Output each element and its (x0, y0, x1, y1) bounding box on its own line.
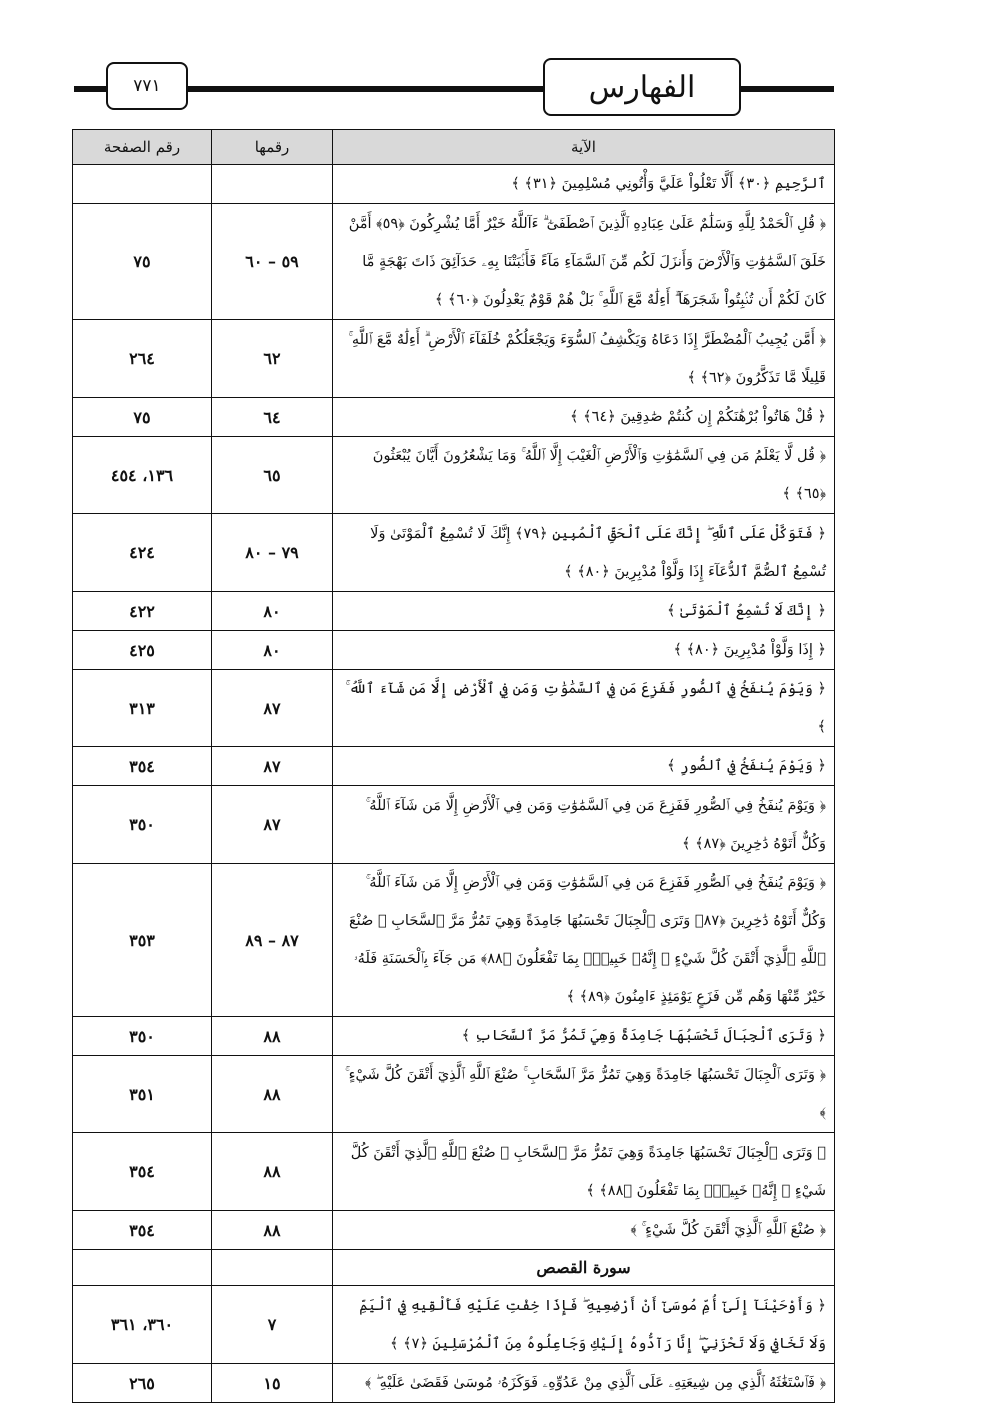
page-number-cell: ٣٥١ (73, 1056, 212, 1133)
table-row (73, 204, 835, 320)
ayah-cell: ﴿ وَيَوْمَ يُنفَخُ فِي ٱلصُّورِ فَفَزِعَ مَن فِي ٱلسَّمَٰوَٰتِ وَمَن فِي ٱلْأَرْضِ إِلَّا مَن شَآءَ ٱللَّهُ ۚ وَكُلٌّ أَتَوْهُ دَٰخِرِينَ ﴿٨٧﴾ ﴾ (333, 786, 835, 864)
ayah-cell: ﴿ وَيَوْمَ يُنفَخُ فِي ٱلصُّورِ فَفَزِعَ مَن فِي ٱلسَّمَٰوَٰتِ وَمَن فِي ٱلْأَرْضِ إِلَّا مَن شَآءَ ٱللَّهُ ۚ وَكُلٌّ أَتَوْهُ دَٰخِرِينَ ﴿٨٧﴾ وَتَرَى ٱلْجِبَالَ تَحْسَبُهَا جَامِدَةً وَهِيَ تَمُرُّ مَرَّ ٱلسَّحَابِ ۚ صُنْعَ ٱللَّهِ ٱلَّذِيٓ أَتْقَنَ كُلَّ شَيْءٍ ۚ إِنَّهُۥ خَبِيرٌۢ بِمَا تَفْعَلُونَ ﴿٨٨﴾ مَن جَآءَ بِٱلْحَسَنَةِ فَلَهُۥ خَيْرٌ مِّنْهَا وَهُم مِّن فَزَعٍ يَوْمَئِذٍ ءَامِنُونَ ﴿٨٩﴾ ﴾ (333, 864, 835, 1017)
page-number: ٧٧١ (106, 62, 188, 110)
page-number-cell: ١٣٦، ٤٥٤ (73, 437, 212, 514)
page-title: الفهارس (543, 58, 741, 116)
page-number-cell: ٣٥٤ (73, 1133, 212, 1211)
table-body (73, 165, 835, 1403)
page-number-cell: ٤٢٢ (73, 592, 212, 631)
ayah-number-cell: ٥٩ – ٦٠ (212, 204, 333, 320)
ayah-cell: ﴿ قُل لَّا يَعْلَمُ مَن فِي ٱلسَّمَٰوَٰتِ وَٱلْأَرْضِ ٱلْغَيْبَ إِلَّا ٱللَّهُ ۚ وَمَا يَشْعُرُونَ أَيَّانَ يُبْعَثُونَ ﴿٦٥﴾ ﴾ (333, 437, 835, 514)
ayah-cell: ﴿ وَيَوْمَ يُنفَخُ فِي ٱلصُّورِ فَفَزِعَ مَن فِي ٱلسَّمَٰوَٰتِ وَمَن فِي ٱلْأَرْضِ إِلَّا مَن شَآءَ ٱللَّهُ ۚ ﴾ (333, 670, 835, 747)
page-number-cell: ٣٥٤ (73, 1211, 212, 1250)
ayah-cell: ﴿ قُلِ ٱلْحَمْدُ لِلَّهِ وَسَلَٰمٌ عَلَىٰ عِبَادِهِ ٱلَّذِينَ ٱصْطَفَىٰٓ ۗ ءَآللَّهُ خَيْرٌ أَمَّا يُشْرِكُونَ ﴿٥٩﴾ أَمَّنْ خَلَقَ ٱلسَّمَٰوَٰتِ وَٱلْأَرْضَ وَأَنزَلَ لَكُم مِّنَ ٱلسَّمَآءِ مَآءً فَأَنۢبَتْنَا بِهِۦ حَدَآئِقَ ذَاتَ بَهْجَةٍ مَّا كَانَ لَكُمْ أَن تُنۢبِتُواْ شَجَرَهَآ ۗ أَءِلَٰهٌ مَّعَ ٱللَّهِ ۚ بَلْ هُمْ قَوْمٌ يَعْدِلُونَ ﴿٦٠﴾ ﴾ (333, 204, 835, 320)
table-row (73, 514, 835, 592)
page-number-cell: ٣٥٣ (73, 864, 212, 1017)
ayah-cell: ﴿ قُلْ هَاتُواْ بُرْهَٰنَكُمْ إِن كُنتُمْ صَٰدِقِينَ ﴿٦٤﴾ ﴾ (333, 398, 835, 437)
table-row (73, 1364, 835, 1403)
page-number-cell (73, 165, 212, 204)
ayah-number-cell: ٦٥ (212, 437, 333, 514)
ayah-number-cell: ٨٨ (212, 1017, 333, 1056)
table-row (73, 1286, 835, 1364)
ayah-cell: ﴿ فَٱسْتَغَٰثَهُ ٱلَّذِي مِن شِيعَتِهِۦ عَلَى ٱلَّذِي مِنْ عَدُوِّهِۦ فَوَكَزَهُۥ مُوسَىٰ فَقَضَىٰ عَلَيْهِ ۖ ﴾ (333, 1364, 835, 1403)
ayah-cell: ﴿ وَأَوْحَيْنَآ إِلَىٰٓ أُمِّ مُوسَىٰٓ أَنْ أَرْضِعِيهِ ۖ فَإِذَا خِفْتِ عَلَيْهِ فَأَلْقِيهِ فِي ٱلْيَمِّ وَلَا تَخَافِي وَلَا تَحْزَنِيٓ ۖ إِنَّا رَآدُّوهُ إِلَيْكِ وَجَاعِلُوهُ مِنَ ٱلْمُرْسَلِينَ ﴿٧﴾ ﴾ (333, 1286, 835, 1364)
page-number-cell: ٤٢٥ (73, 631, 212, 670)
table-row (73, 864, 835, 1017)
column-header-ayah: الآية (333, 130, 835, 165)
ayah-cell: ﴿ إِذَا وَلَّوْاْ مُدْبِرِينَ ﴿٨٠﴾ ﴾ (333, 631, 835, 670)
ayah-number-cell: ٨٧ – ٨٩ (212, 864, 333, 1017)
table-row (73, 631, 835, 670)
ayah-number-cell: ٨٧ (212, 747, 333, 786)
page-number-cell: ٢٦٤ (73, 320, 212, 398)
ayah-number-cell: ٨٠ (212, 592, 333, 631)
table-row (73, 398, 835, 437)
ayah-cell: ﴿ وَيَوْمَ يُنفَخُ فِي ٱلصُّورِ ﴾ (333, 747, 835, 786)
table-row (73, 592, 835, 631)
ayah-cell: ﴿ وَتَرَى ٱلْجِبَالَ تَحْسَبُهَا جَامِدَةً وَهِيَ تَمُرُّ مَرَّ ٱلسَّحَابِ ۚ صُنْعَ ٱللَّهِ ٱلَّذِيٓ أَتْقَنَ كُلَّ شَيْءٍ ۚ ﴾ (333, 1056, 835, 1133)
ayah-cell: ﴿ فَتَوَكَّلْ عَلَى ٱللَّهِ ۖ إِنَّكَ عَلَى ٱلْحَقِّ ٱلْمُبِينِ ﴿٧٩﴾ إِنَّكَ لَا تُسْمِعُ ٱلْمَوْتَىٰ وَلَا تُسْمِعُ ٱلصُّمَّ ٱلدُّعَآءَ إِذَا وَلَّوْاْ مُدْبِرِينَ ﴿٨٠﴾ ﴾ (333, 514, 835, 592)
column-header-page: رقم الصفحة (73, 130, 212, 165)
ayah-number-cell: ٧٩ – ٨٠ (212, 514, 333, 592)
ayah-number-cell: ٨٠ (212, 631, 333, 670)
table-row (73, 1211, 835, 1250)
page-number-cell: ٧٥ (73, 398, 212, 437)
column-header-number: رقمها (212, 130, 333, 165)
table-header-row (73, 130, 835, 165)
ayah-number-cell: ٦٢ (212, 320, 333, 398)
table-row (73, 1056, 835, 1133)
ayah-cell: ﴿ وَتَرَى ٱلْجِبَالَ تَحْسَبُهَا جَامِدَةً وَهِيَ تَمُرُّ مَرَّ ٱلسَّحَابِ ۚ صُنْعَ ٱللَّهِ ٱلَّذِيٓ أَتْقَنَ كُلَّ شَيْءٍ ۚ إِنَّهُۥ خَبِيرٌۢ بِمَا تَفْعَلُونَ ﴿٨٨﴾ ﴾ (333, 1133, 835, 1211)
ayah-number-cell: ٦٤ (212, 398, 333, 437)
table-row (73, 1250, 835, 1286)
table-row (73, 747, 835, 786)
ayah-number-cell (212, 1250, 333, 1286)
ayah-number-cell: ٨٧ (212, 786, 333, 864)
page-number-cell: ٣٥٠ (73, 1017, 212, 1056)
surah-heading: سورة القصص (333, 1250, 835, 1286)
page-number-cell: ٧٥ (73, 204, 212, 320)
ayah-cell: ﴿ صُنْعَ ٱللَّهِ ٱلَّذِيٓ أَتْقَنَ كُلَّ شَيْءٍ ۚ ﴾ (333, 1211, 835, 1250)
table-row (73, 786, 835, 864)
ayah-number-cell: ٧ (212, 1286, 333, 1364)
page-number-cell (73, 1250, 212, 1286)
ayah-number-cell: ١٥ (212, 1364, 333, 1403)
ayah-cell: ﴿ أَمَّن يُجِيبُ ٱلْمُضْطَرَّ إِذَا دَعَاهُ وَيَكْشِفُ ٱلسُّوٓءَ وَيَجْعَلُكُمْ خُلَفَآءَ ٱلْأَرْضِ ۗ أَءِلَٰهٌ مَّعَ ٱللَّهِ ۚ قَلِيلًا مَّا تَذَكَّرُونَ ﴿٦٢﴾ ﴾ (333, 320, 835, 398)
table-row (73, 165, 835, 204)
ayah-number-cell: ٨٨ (212, 1056, 333, 1133)
ayah-number-cell: ٨٧ (212, 670, 333, 747)
table-row (73, 1133, 835, 1211)
page-number-cell: ٣٦٠، ٣٦١ (73, 1286, 212, 1364)
page-number-cell: ٣٥٠ (73, 786, 212, 864)
table-row (73, 1017, 835, 1056)
page-number-cell: ٤٢٤ (73, 514, 212, 592)
table-row (73, 437, 835, 514)
index-table (72, 129, 835, 1403)
ayah-cell: ﴿ إِنَّكَ لَا تُسْمِعُ ٱلْمَوْتَىٰ ﴾ (333, 592, 835, 631)
ayah-number-cell (212, 165, 333, 204)
table-row (73, 670, 835, 747)
page-number-cell: ٣١٣ (73, 670, 212, 747)
page-number-cell: ٣٥٤ (73, 747, 212, 786)
table-row (73, 320, 835, 398)
page-number-cell: ٢٦٥ (73, 1364, 212, 1403)
ayah-number-cell: ٨٨ (212, 1133, 333, 1211)
ayah-number-cell: ٨٨ (212, 1211, 333, 1250)
ayah-cell: ٱلرَّحِيمِ ﴿٣٠﴾ أَلَّا تَعْلُواْ عَلَيَّ وَأْتُونِي مُسْلِمِينَ ﴿٣١﴾ ﴾ (333, 165, 835, 204)
ayah-cell: ﴿ وَتَرَى ٱلْجِبَالَ تَحْسَبُهَا جَامِدَةً وَهِيَ تَمُرُّ مَرَّ ٱلسَّحَابِ ﴾ (333, 1017, 835, 1056)
